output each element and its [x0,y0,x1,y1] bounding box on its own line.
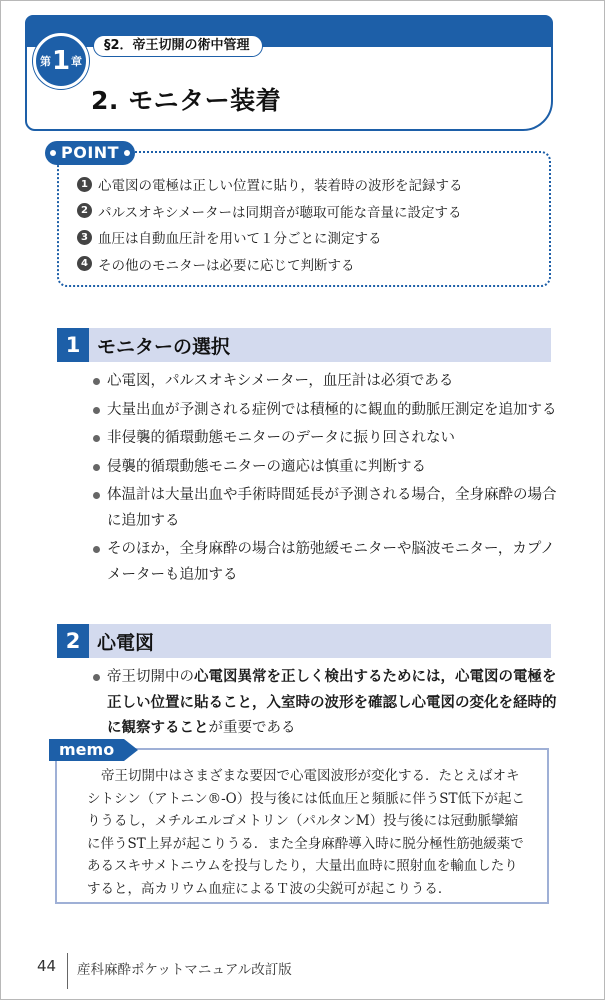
section-title: 心電図 [97,631,155,654]
point-text: 血圧は自動血圧計を用いて１分ごとに測定する [98,231,382,248]
bullet-icon [93,546,100,553]
chapter-prefix: 第 [39,55,51,68]
point-item [77,198,537,225]
point-item [77,224,537,251]
list-item [91,398,557,424]
section-label: §2．帝王切開の術中管理 [93,35,263,57]
list-item-text: 心電図，パルスオキシメーター，血圧計は必須である [107,373,454,389]
chapter-header [25,15,553,133]
number-icon: 2 [77,203,92,218]
list-item [91,455,557,481]
footer-divider [67,953,68,989]
page-number: 44 [37,957,57,975]
page-title: 2. モニター装着 [91,86,282,115]
point-text: 心電図の電極は正しい位置に貼り，装着時の波形を記録する [98,178,463,195]
memo-label: memo [49,739,124,761]
list-item-text: 侵襲的循環動態モニターの適応は慎重に判断する [107,458,426,475]
emphasis-text: 心電図異常を正しく検出するためには，心電図の電極を正しい位置に貼ること，入室時の波形を確認し心電図の変化を経時的に観察すること [107,669,557,736]
list-item-text: 帝王切開中の [107,669,194,685]
list-item-text: 体温計は大量出血や手術時間延長が予測される場合，全身麻酔の場合に追加する [107,487,557,529]
section-title: モニターの選択 [97,335,231,358]
list-item-text: そのほか，全身麻酔の場合は筋弛緩モニターや脳波モニター，カプノメーターも追加する [107,541,555,583]
memo-text: 帝王切開中はさまざまな要因で心電図波形が変化する．たとえばオキシトシン（アトニン®-O）投与後には低血圧と頻脈に伴うST低下が起こりうるし，メチルエルゴメトリン（パルタンM）投与後には冠動脈攣縮に伴うST上昇が起こりうる．また全身麻酔導入時に脱分極性筋弛緩薬であるスキサメトニウムを投与したり，大量出血時に照射血を輸血したりすると，高カリウム血症によるＴ波の尖鋭可が起こりうる． [87,768,526,897]
bullet-icon [93,378,100,385]
bullet-icon [93,492,100,499]
list-item-text: 大量出血が予測される症例では積極的に観血的動脈圧測定を追加する [107,401,557,418]
monitor-selection-list [91,369,557,591]
list-item [91,426,557,452]
chapter-badge [33,33,89,89]
number-icon: 4 [77,256,92,271]
point-list [77,171,537,277]
number-icon: 3 [77,230,92,245]
point-item [77,251,537,278]
chapter-suffix: 章 [71,55,83,68]
list-item [91,369,557,395]
section-heading-monitor-selection [57,328,551,362]
list-item [91,537,557,588]
list-item-text: が重要である [208,720,296,736]
point-text: その他のモニターは必要に応じて判断する [98,257,355,274]
section-number: 1 [57,328,89,362]
bullet-icon [93,674,100,681]
section-number: 2 [57,624,89,658]
list-item [91,483,557,534]
bullet-icon [93,407,100,414]
book-title: 産科麻酔ポケットマニュアル改訂版 [77,962,292,978]
number-icon: 1 [77,177,92,192]
point-item [77,171,537,198]
list-item [91,665,557,742]
bullet-icon [93,464,100,471]
chapter-number: 1 [51,46,71,76]
ecg-list [91,665,557,745]
section-heading-ecg [57,624,551,658]
bullet-icon [93,435,100,442]
point-text: パルスオキシメーターは同期音が聴取可能な音量に設定する [98,204,462,221]
list-item-text: 非侵襲的循環動態モニターのデータに振り回されない [107,430,455,446]
point-label: POINT [45,141,135,165]
